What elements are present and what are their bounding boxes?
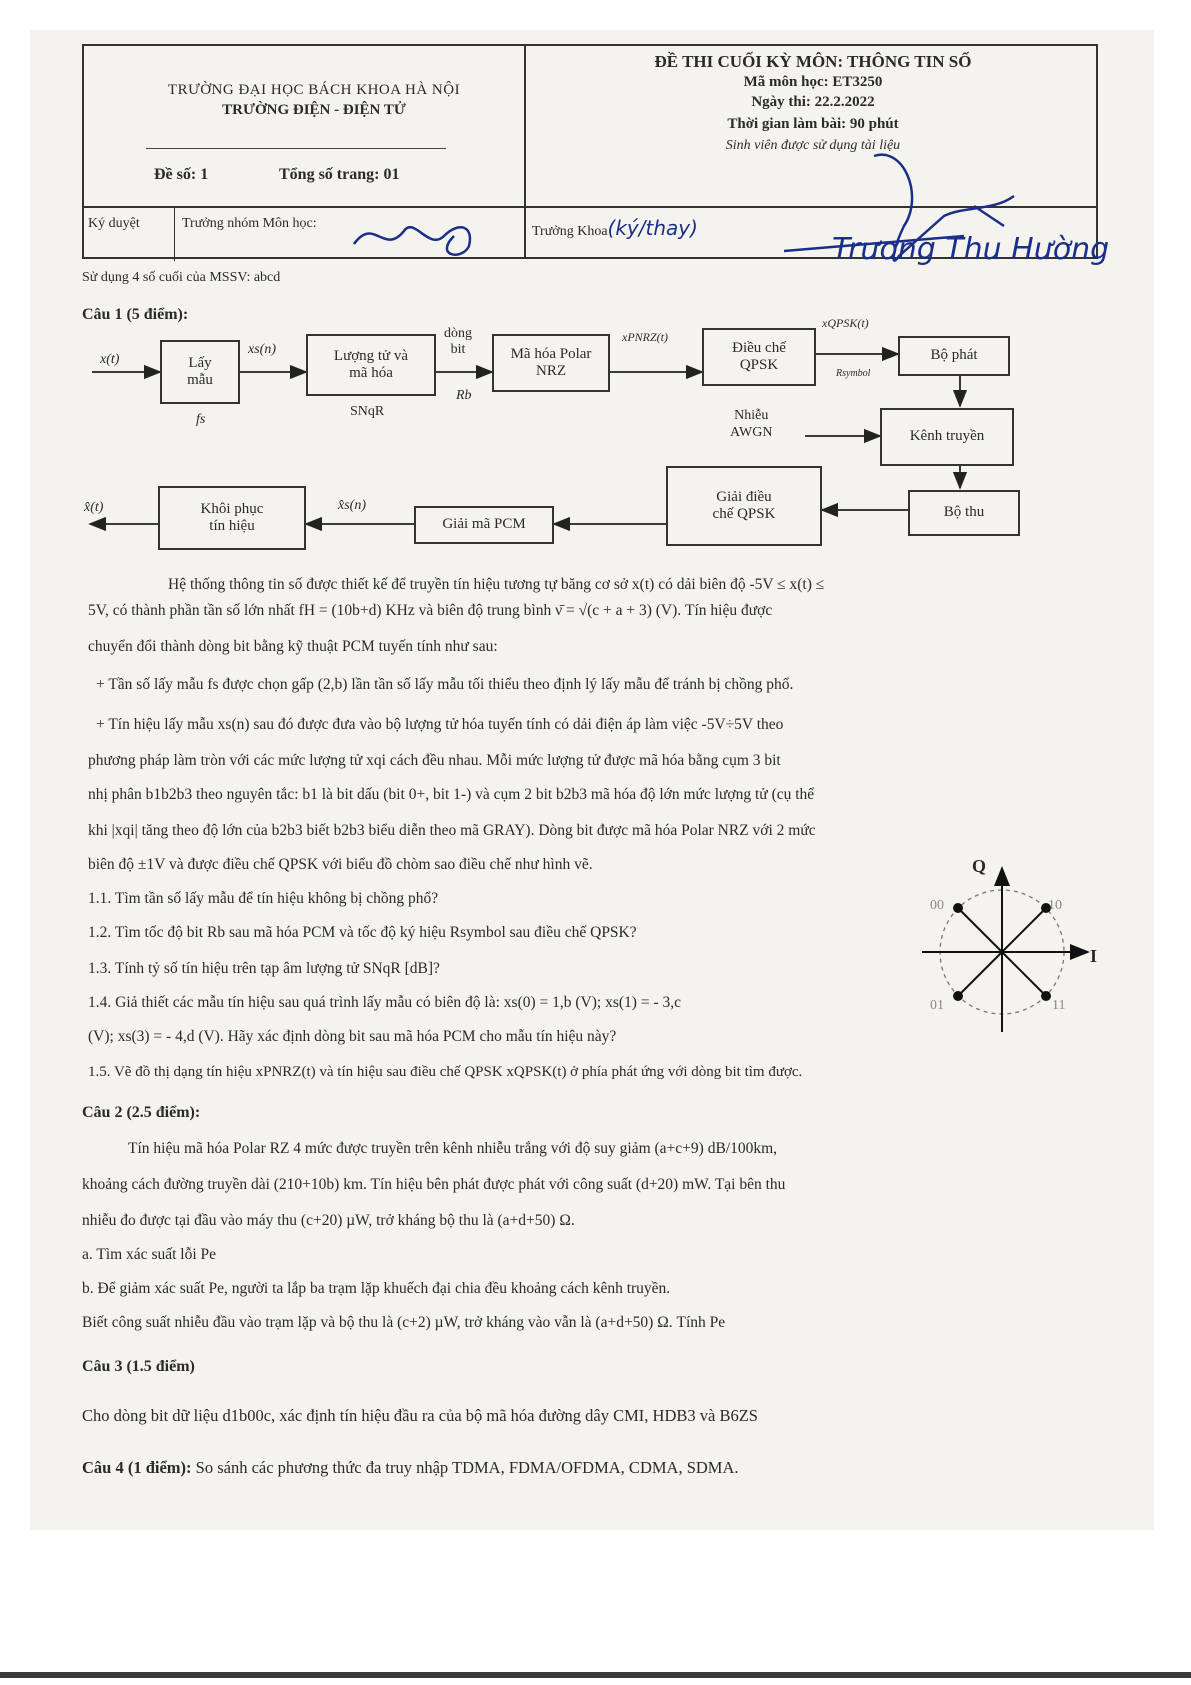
q1-title: Câu 1 (5 điểm): [82,306,189,323]
q3-title: Câu 3 (1.5 điểm) [82,1358,195,1375]
q2-line-3: nhiễu đo được tại đầu vào máy thu (c+20) µW, trở kháng bộ thu là (a+d+50) Ω. [82,1212,575,1229]
approved-label: Ký duyệt [88,216,140,231]
bitstream-label-1: dòng [444,326,472,341]
constellation-label-10: 10 [1048,898,1062,913]
header-underline [146,148,446,149]
q2-line-5: b. Để giảm xác suất Pe, người ta lắp ba trạm lặp khuếch đại chia đều khoảng cách kênh truyền. [82,1280,671,1297]
university-name: TRƯỜNG ĐẠI HỌC BÁCH KHOA HÀ NỘI [167,82,461,98]
diagram-snqr: SNqR [350,404,385,419]
q1-bullet-2-line-3: nhị phân b1b2b3 theo nguyên tắc: b1 là bit dấu (bit 0+, bit 1-) và cụm 2 bit b2b3 mã hóa độ lớn mức lượng tử (cụ thể [88,786,815,803]
q2-line-4: a. Tìm xác suất lỗi Pe [82,1246,217,1263]
q1-bullet-1: + Tần số lấy mẫu fs được chọn gấp (2,b) lần tần số lấy mẫu tối thiểu theo định lý lấy mẫu để tránh bị chồng phổ. [96,676,794,693]
diagram-xqpsk: xQPSK(t) [822,316,869,330]
q2-line-2: khoảng cách đường truyền dài (210+10b) km. Tín hiệu bên phát được phát với công suất (d+20) mW. Tại bên thu [82,1176,786,1193]
transmitter-block: Bộ phát [898,336,1010,376]
diagram-input-signal: x(t) [100,352,120,367]
q4-text: So sánh các phương thức đa truy nhập TDMA, FDMA/OFDMA, CDMA, SDMA. [195,1458,739,1477]
qpsk-mod-label-1: Điều chế [732,339,786,356]
receiver-block: Bộ thu [908,490,1020,536]
pcm-decoder-block: Giải mã PCM [414,506,554,544]
diagram-rb: Rb [456,388,472,403]
quant-label-1: Lượng tử và [333,347,409,364]
recover-label-1: Khôi phục [200,500,264,517]
sampling-block [160,340,240,404]
signer-name-handwritten: Trương Thu Hường [832,232,1110,267]
constellation-point-01 [953,991,963,1001]
exam-title: ĐỀ THI CUỐI KỲ MÔN: THÔNG TIN SỐ [654,52,972,71]
constellation-label-01: 01 [930,998,944,1013]
diagram-rsymbol: Rsymbol [836,368,871,379]
noise-label-2: AWGN [730,424,773,440]
q1-bullet-2-line-4: khi |xqi| tăng theo độ lớn của b2b3 biết b2b3 biểu diễn theo mã GRAY). Dòng bit được mã hóa Polar NRZ với 2 mức [88,822,816,839]
recover-label-2: tín hiệu [209,518,255,534]
constellation-label-00: 00 [930,898,944,913]
q4-line [82,1458,739,1478]
qpsk-mod-block [702,328,816,386]
quantization-block [306,334,436,396]
total-pages: Tổng số trang: 01 [279,166,400,183]
diagram-xhat-n: x̂s(n) [338,498,366,513]
diagram-xhat-t: x̂(t) [84,500,104,515]
constellation-label-11: 11 [1052,998,1066,1013]
qpsk-demod-block [666,466,822,546]
approved-divider [174,206,175,261]
course-code: Mã môn học: ET3250 [743,74,883,90]
q2-title: Câu 2 (2.5 điểm): [82,1104,201,1121]
bitstream-label-2: bit [450,342,466,358]
exam-duration: Thời gian làm bài: 90 phút [727,116,899,132]
q1-subq-2: 1.2. Tìm tốc độ bit Rb sau mã hóa PCM và tốc độ ký hiệu Rsymbol sau điều chế QPSK? [88,924,637,941]
group-leader-signature [334,196,534,266]
q1-subq-6: 1.5. Vẽ đồ thị dạng tín hiệu xPNRZ(t) và tín hiệu sau điều chế QPSK xQPSK(t) ở phía phát ứng với dòng bit tìm được. [88,1064,803,1080]
q1-subq-4: 1.4. Giả thiết các mẫu tín hiệu sau quá trình lấy mẫu có biên độ là: xs(0) = 1,b (V); xs(1) = - 3,c [88,994,681,1011]
constellation-point-11 [1041,991,1051,1001]
qpsk-demod-label-1: Giải điều [716,488,772,505]
q2-line-6: Biết công suất nhiễu đầu vào trạm lặp và bộ thu là (c+2) µW, trở kháng vào vẫn là (a+d+50) Ω. Tính Pe [82,1314,726,1331]
q1-bullet-2-line-5: biên độ ±1V và được điều chế QPSK với biểu đồ chòm sao điều chế như hình vẽ. [88,856,593,873]
q1-bullet-2-line-2: phương pháp làm tròn với các mức lượng tử xqi cách đều nhau. Mỗi mức lượng tử được mã hóa bằng cụm 3 bit [88,752,781,769]
q1-subq-5: (V); xs(3) = - 4,d (V). Hãy xác định dòng bit sau mã hóa PCM cho mẫu tín hiệu này? [88,1028,617,1045]
constellation-q-axis: Q [972,856,987,876]
diagram-fs: fs [196,412,206,427]
q1-bullet-2-line-1: + Tín hiệu lấy mẫu xs(n) sau đó được đưa vào bộ lượng tử hóa tuyến tính có dải điện áp làm việc -5V÷5V theo [96,716,784,733]
polar-label-1: Mã hóa Polar [510,345,592,362]
q1-paragraph-1: Hệ thống thông tin số được thiết kế để truyền tín hiệu tương tự băng cơ sở x(t) có dải biên độ -5V ≤ x(t) ≤ [168,576,825,593]
q1-paragraph-2: 5V, có thành phần tần số lớn nhất fH = (10b+d) KHz và biên độ trung bình ν̄ = √(c + a + 3) (V). Tín hiệu được [88,602,773,619]
diagram-noise [730,408,772,442]
noise-label-1: Nhiễu [734,408,769,423]
sampling-label-1: Lấy [188,354,212,371]
dean-handwritten: (ký/thay) [607,216,698,240]
qpsk-mod-label-2: QPSK [739,357,779,373]
polar-label-2: NRZ [535,363,566,379]
q4-title: Câu 4 (1 điểm): [82,1458,192,1477]
group-leader-label: Trưởng nhóm Môn học: [182,216,317,231]
exam-code: Đề số: 1 [154,166,209,183]
school-name: TRƯỜNG ĐIỆN - ĐIỆN TỬ [222,102,406,118]
q1-paragraph-3: chuyển đổi thành dòng bit bằng kỹ thuật PCM tuyến tính như sau: [88,638,498,655]
diagram-xpnrz: xPNRZ(t) [622,330,668,344]
constellation-point-00 [953,903,963,913]
qpsk-demod-label-2: chế QPSK [712,506,776,522]
sampling-label-2: mẫu [187,372,213,388]
quant-label-2: mã hóa [349,365,393,381]
diagram-xs: xs(n) [248,342,276,357]
constellation-i-axis: I [1090,946,1098,966]
dean-text: Trưởng Khoa [532,224,608,239]
recovery-block [158,486,306,550]
dean-label [532,216,698,240]
intro-line: Sử dụng 4 số cuối của MSSV: abcd [82,270,281,285]
bottom-edge-line [0,1672,1191,1678]
polar-nrz-block [492,334,610,392]
q1-subq-1: 1.1. Tìm tần số lấy mẫu để tín hiệu không bị chồng phổ? [88,890,439,907]
q3-text: Cho dòng bit dữ liệu d1b00c, xác định tín hiệu đầu ra của bộ mã hóa đường dây CMI, HDB3 và B6ZS [82,1406,758,1425]
exam-date: Ngày thi: 22.2.2022 [751,94,875,110]
materials-note: Sinh viên được sử dụng tài liệu [725,138,901,153]
channel-block: Kênh truyền [880,408,1014,466]
q2-line-1: Tín hiệu mã hóa Polar RZ 4 mức được truyền trên kênh nhiễu trắng với độ suy giảm (a+c+9) dB/100km, [128,1140,778,1157]
header-table [82,44,1098,259]
q1-subq-3: 1.3. Tính tỷ số tín hiệu trên tạp âm lượng tử SNqR [dB]? [88,960,440,977]
diagram-bitstream [444,326,472,358]
